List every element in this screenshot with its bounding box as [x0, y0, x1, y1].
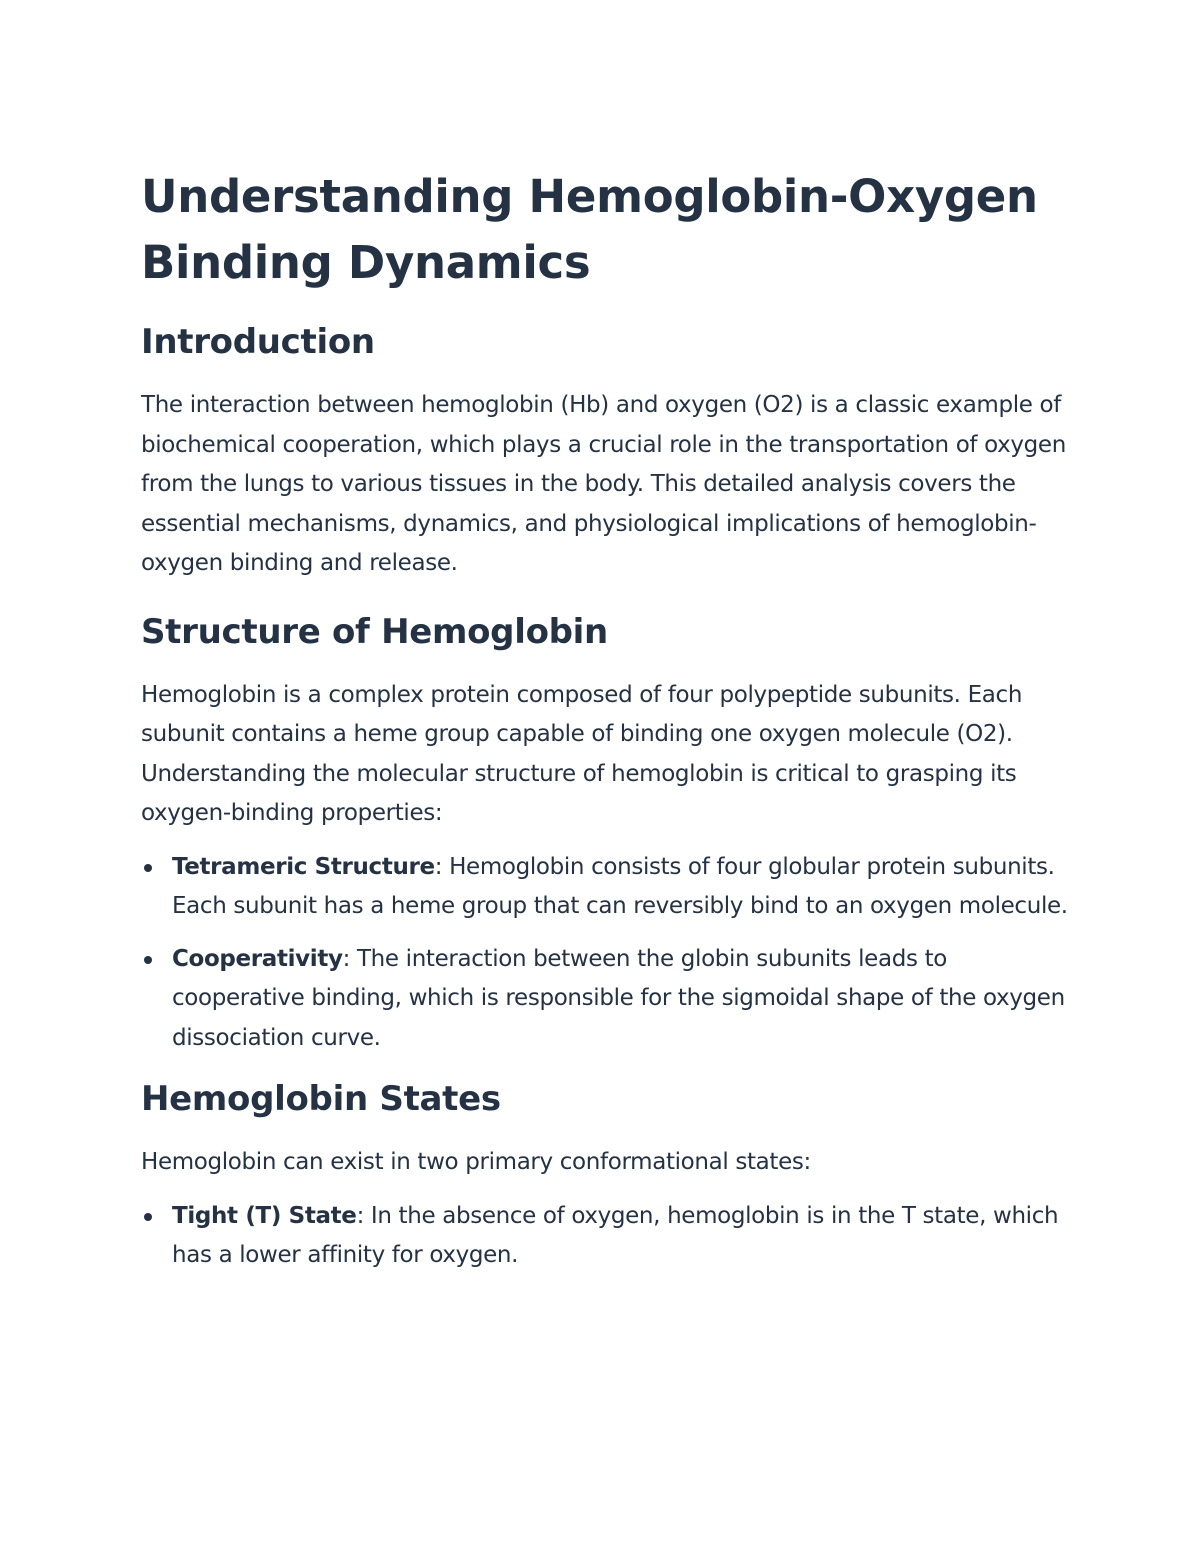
list-item — [141, 1197, 1068, 1276]
list-item-text: : In the absence of oxygen, hemoglobin is in the T state, which has a lower affinity for oxygen. — [172, 1202, 1059, 1268]
section-heading-states: Hemoglobin States — [141, 1079, 501, 1119]
list-item — [141, 940, 1068, 1059]
section-heading-introduction: Introduction — [141, 322, 375, 362]
list-item-term: Tight (T) State — [172, 1202, 357, 1229]
list-item-term: Tetrameric Structure — [172, 853, 435, 880]
states-bullet-list — [141, 1197, 1068, 1276]
section-heading-structure: Structure of Hemoglobin — [141, 611, 608, 652]
structure-paragraph: Hemoglobin is a complex protein composed of four polypeptide subunits. Each subunit contains a heme group capable of binding one oxygen molecule (O2). Understanding the molecular structure of hemoglobin is critical to grasping its oxygen-binding properties: — [141, 681, 1023, 826]
document-title: Understanding Hemoglobin-Oxygen Binding Dynamics — [141, 170, 1038, 289]
list-item — [141, 848, 1068, 927]
states-paragraph: Hemoglobin can exist in two primary conformational states: — [141, 1149, 811, 1175]
section-introduction — [141, 320, 1068, 584]
section-states — [141, 1077, 1068, 1276]
structure-bullet-list — [141, 848, 1068, 1059]
list-item-text: : Hemoglobin consists of four globular protein subunits. Each subunit has a heme group that can reversibly bind to an oxygen molecule. — [172, 853, 1068, 919]
list-item-text: : The interaction between the globin subunits leads to cooperative binding, which is responsible for the sigmoidal shape of the oxygen dissociation curve. — [172, 945, 1065, 1051]
section-structure — [141, 610, 1068, 1059]
list-item-term: Cooperativity — [172, 945, 343, 972]
introduction-paragraph: The interaction between hemoglobin (Hb) and oxygen (O2) is a classic example of biochemical cooperation, which plays a crucial role in the transportation of oxygen from the lungs to various tissues in the body. This detailed analysis covers the essential mechanisms, dynamics, and physiological implications of hemoglobin-oxygen binding and release. — [141, 392, 1066, 576]
